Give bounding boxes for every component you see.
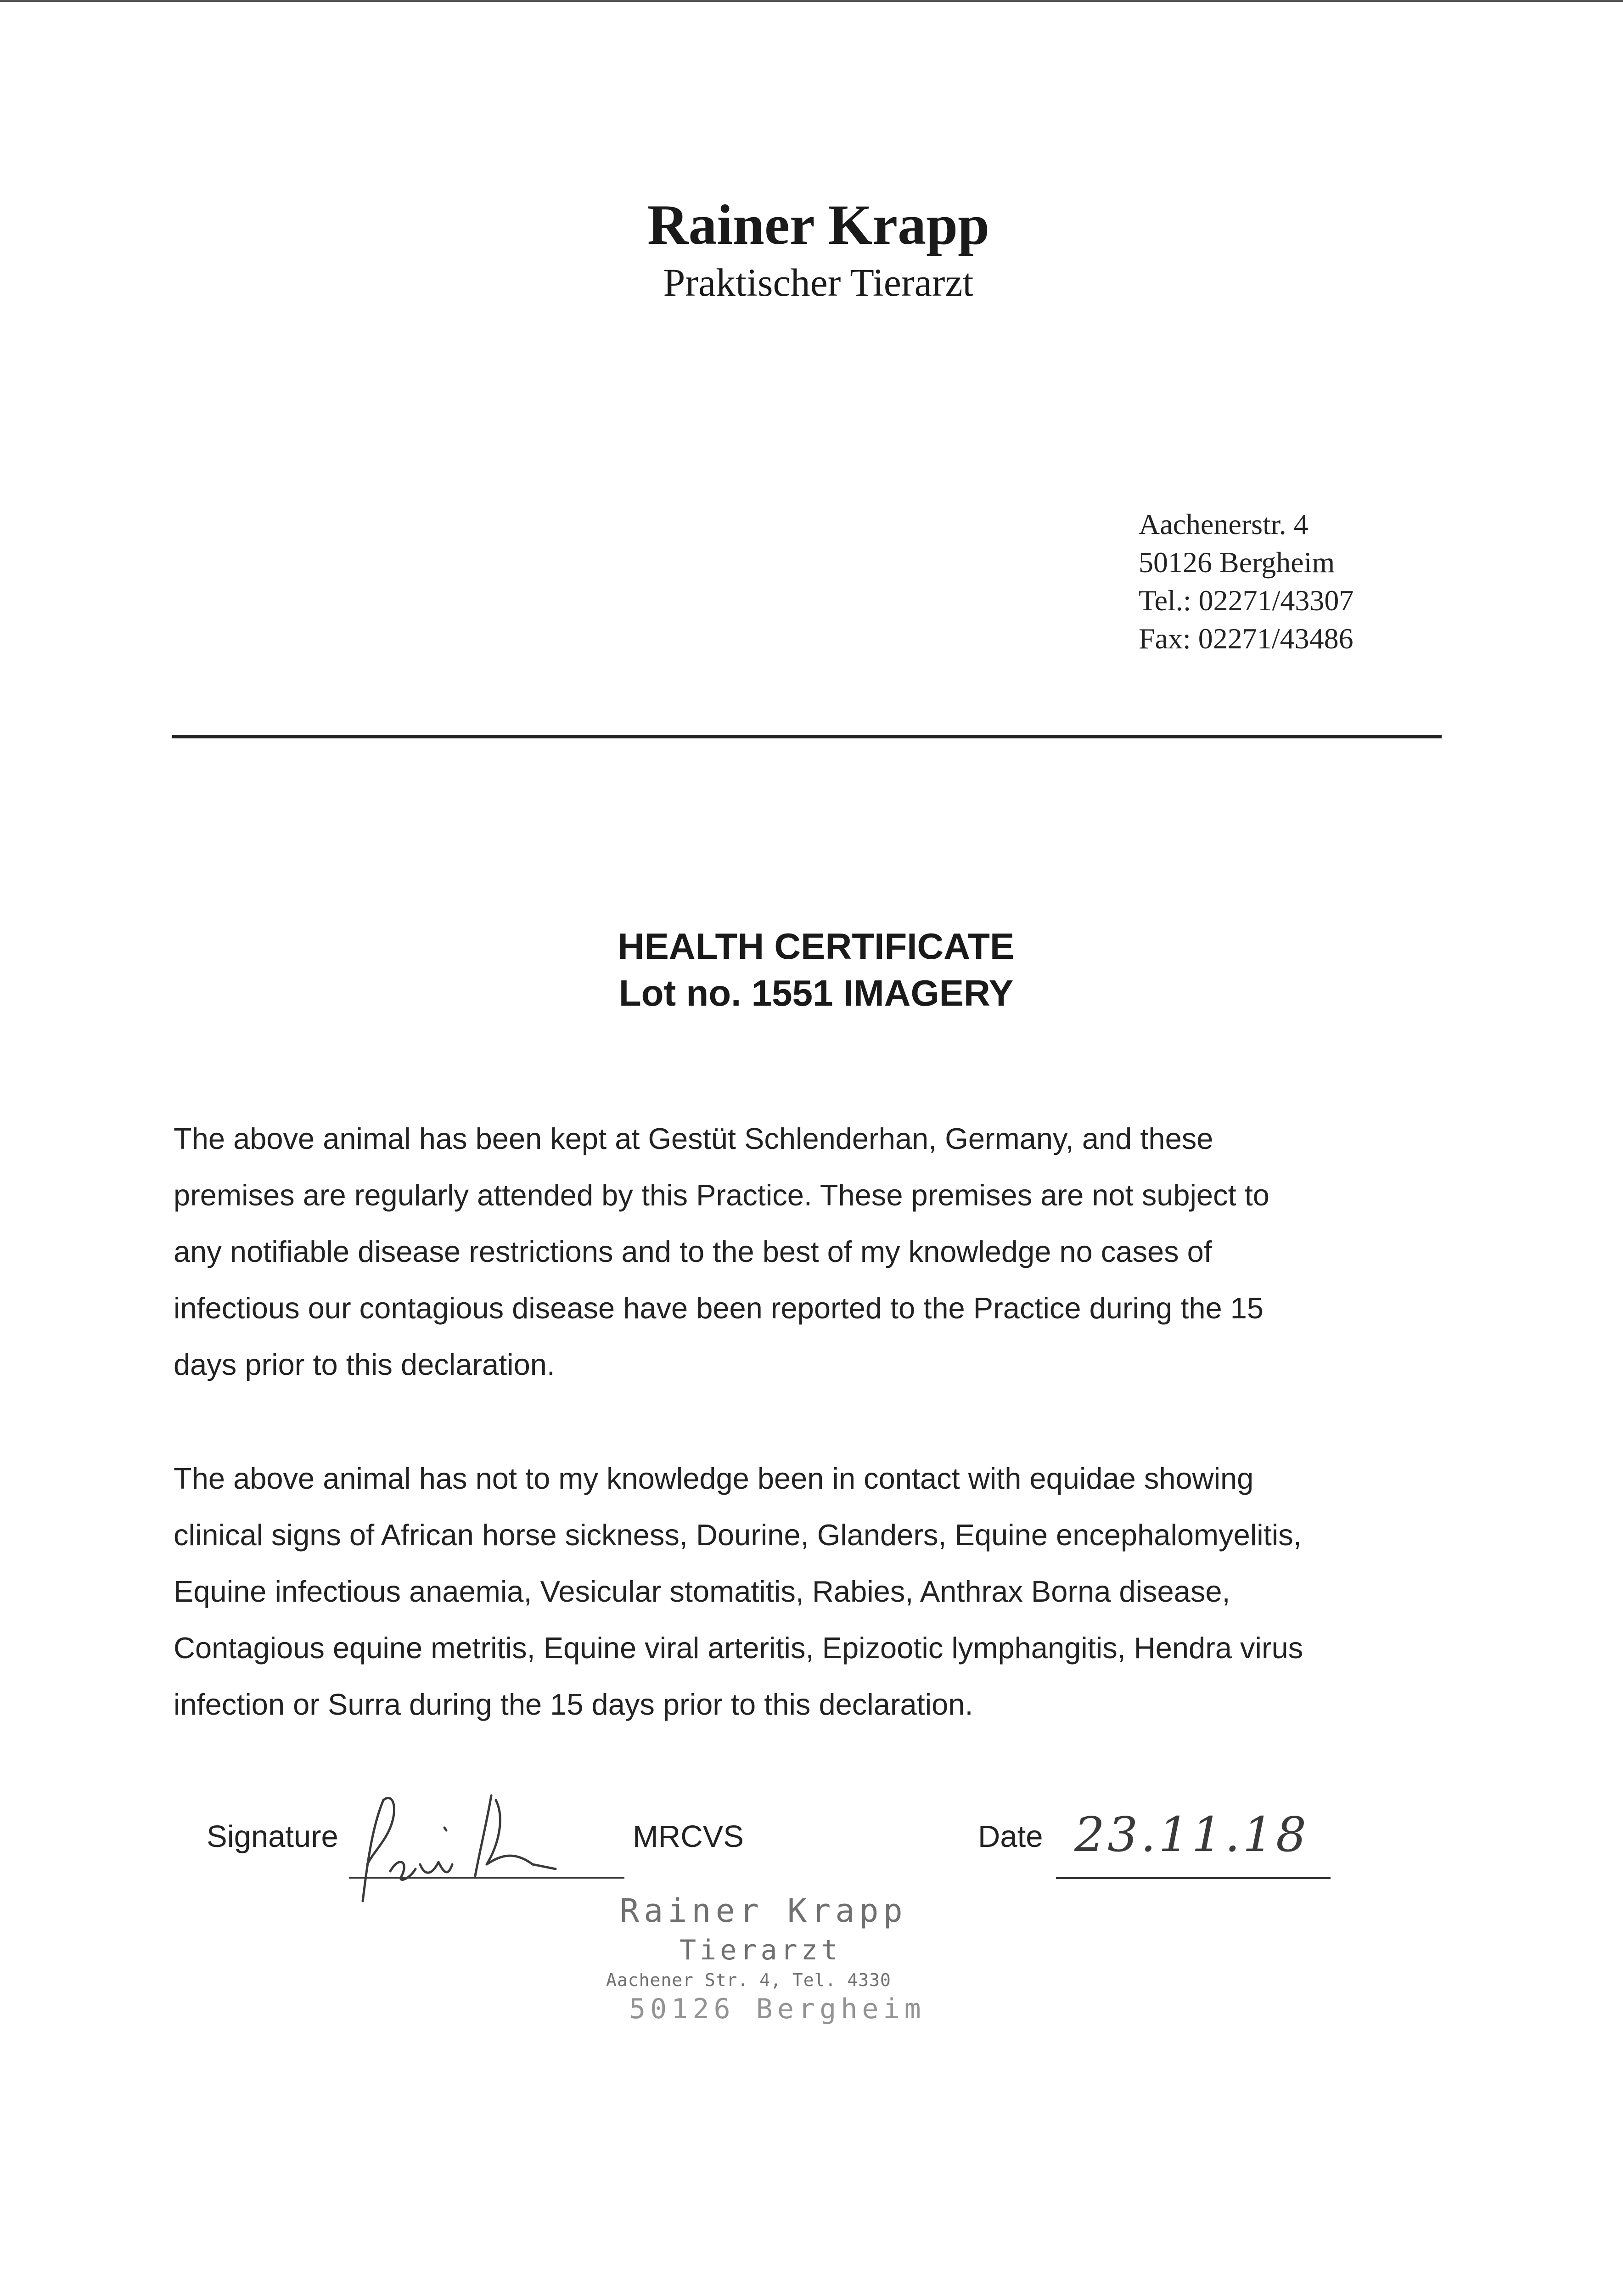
- address-city: 50126 Bergheim: [1139, 546, 1335, 579]
- stamp-title: Tierarzt: [680, 1934, 842, 1966]
- date-line: [1056, 1877, 1331, 1879]
- address-block: [1139, 505, 1353, 658]
- paragraph-line: infectious our contagious disease have been reported to the Practice during the 15: [174, 1291, 1264, 1325]
- paragraph-premises: [174, 1110, 1459, 1393]
- address-telephone: Tel.: 02271/43307: [1139, 584, 1354, 617]
- practice-stamp: [574, 1892, 926, 2039]
- handwritten-signature: [340, 1773, 597, 1910]
- practitioner-name: Rainer Krapp: [647, 193, 990, 256]
- paragraph-line: The above animal has been kept at Gestüt Schlenderhan, Germany, and these: [174, 1122, 1213, 1155]
- handwritten-date: 23.11.18: [1074, 1806, 1309, 1863]
- lot-number: Lot no. 1551 IMAGERY: [618, 973, 1014, 1013]
- stamp-name: Rainer Krapp: [620, 1892, 907, 1930]
- address-street: Aachenerstr. 4: [1139, 508, 1309, 540]
- mrcvs-label: MRCVS: [633, 1819, 744, 1854]
- certificate-title: [0, 923, 1623, 1017]
- date-label: Date: [978, 1819, 1043, 1854]
- header-divider: [172, 735, 1442, 738]
- paragraph-contact: [174, 1450, 1459, 1733]
- paragraph-line: any notifiable disease restrictions and to the best of my knowledge no cases of: [174, 1235, 1212, 1268]
- paragraph-line: days prior to this declaration.: [174, 1348, 555, 1381]
- stamp-city: 50126 Bergheim: [629, 1993, 926, 2025]
- letterhead: [0, 193, 1623, 308]
- address-fax: Fax: 02271/43486: [1139, 622, 1353, 655]
- paragraph-line: Equine infectious anaemia, Vesicular stomatitis, Rabies, Anthrax Borna disease,: [174, 1575, 1230, 1608]
- practitioner-title: Praktischer Tierarzt: [663, 260, 974, 304]
- stamp-address: Aachener Str. 4, Tel. 4330: [606, 1970, 891, 1990]
- signature-label: Signature: [207, 1819, 338, 1854]
- paragraph-line: premises are regularly attended by this Practice. These premises are not subject to: [174, 1178, 1269, 1212]
- paragraph-line: The above animal has not to my knowledge been in contact with equidae showing: [174, 1462, 1254, 1495]
- paragraph-line: clinical signs of African horse sickness, Dourine, Glanders, Equine encephalomyelitis,: [174, 1518, 1302, 1552]
- paragraph-line: infection or Surra during the 15 days prior to this declaration.: [174, 1688, 973, 1721]
- certificate-heading: HEALTH CERTIFICATE: [618, 926, 1015, 967]
- top-edge-rule: [0, 0, 1623, 2]
- paragraph-line: Contagious equine metritis, Equine viral arteritis, Epizootic lymphangitis, Hendra virus: [174, 1631, 1303, 1665]
